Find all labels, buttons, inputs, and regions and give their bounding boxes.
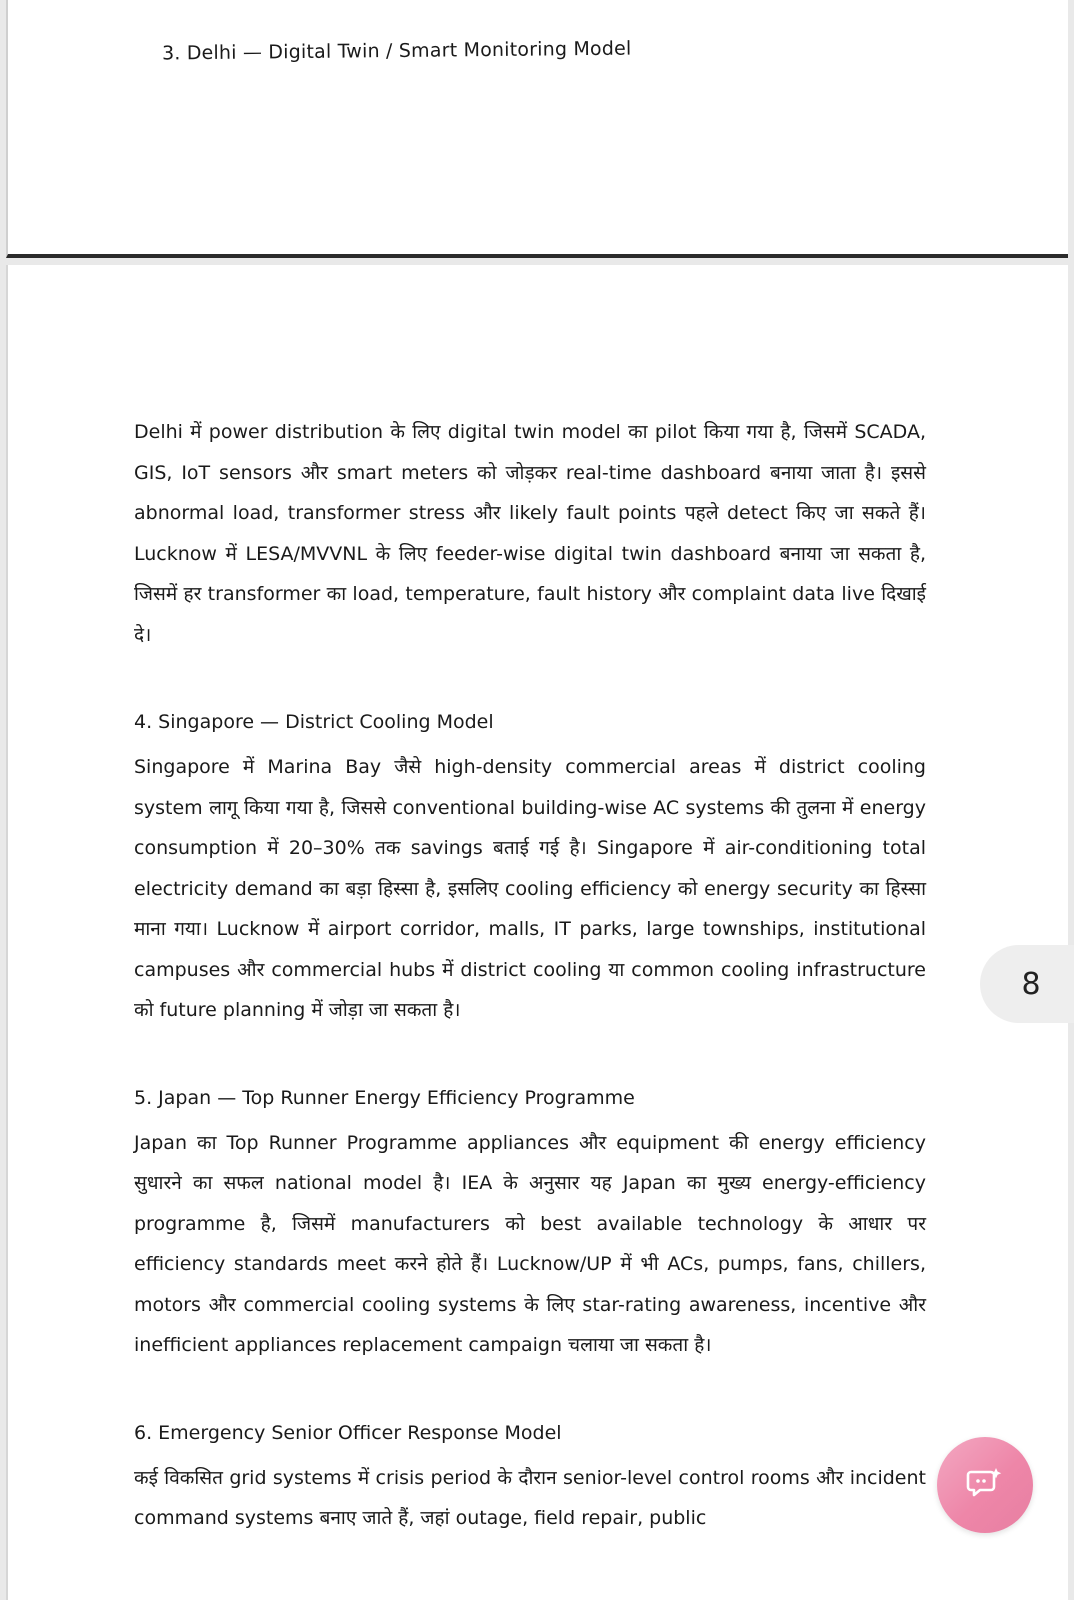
page-content [134, 412, 926, 1539]
previous-page-sheet [6, 0, 1068, 258]
section-3-body: Delhi में power distribution के लिए digital twin model का pilot किया गया है, जिसमें SCADA, GIS, IoT sensors और smart meters को जोड़कर real-time dashboard बनाया जाता है। इससे abnormal load, transformer stress और likely fault points पहले detect किए जा सकते हैं। Lucknow में LESA/MVVNL के लिए feeder-wise digital twin dashboard बनाया जा सकता है, जिसमें हर transformer का load, temperature, fault history और complaint data live दिखाई दे। [134, 421, 926, 646]
page-number-badge: 8 [980, 945, 1074, 1023]
section-4-body: Singapore में Marina Bay जैसे high-density commercial areas में district cooling system लागू किया गया है, जिससे conventional building-wise AC systems की तुलना में energy consumption में 20–30% तक savings बताई गई है। Singapore में air-conditioning total electricity demand का बड़ा हिस्सा है, इसलिए cooling efficiency को energy security का हिस्सा माना गया। Lucknow में airport corridor, malls, IT parks, large townships, institutional campuses और commercial hubs में district cooling या common cooling infrastructure को future planning में जोड़ा जा सकता है। [134, 756, 926, 1021]
document-page [6, 265, 1068, 1600]
assistant-fab-button[interactable] [937, 1437, 1033, 1533]
section-3-heading: 3. Delhi — Digital Twin / Smart Monitoring Model [161, 37, 632, 65]
section-gap [134, 1366, 926, 1420]
section-gap [134, 655, 926, 709]
section-gap [134, 1031, 926, 1085]
section-5-heading: 5. Japan — Top Runner Energy Efficiency Programme [134, 1086, 635, 1109]
section-6-body: कई विकसित grid systems में crisis period के दौरान senior-level control rooms और incident command systems बनाए जाते हैं, जहां outage, field repair, public [134, 1466, 926, 1529]
section-5-body: Japan का Top Runner Programme appliances और equipment की energy efficiency सुधारने का सफल national model है। IEA के अनुसार यह Japan का मुख्य energy-efficiency programme है, जिसमें manufacturers को best available technology के आधार पर efficiency standards meet करने होते हैं। Lucknow/UP में भी ACs, pumps, fans, chillers, motors और commercial cooling systems के लिए star-rating awareness, incentive और inefficient appliances replacement campaign चलाया जा सकता है। [134, 1131, 926, 1356]
section-6-heading: 6. Emergency Senior Officer Response Model [134, 1421, 562, 1444]
chat-sparkle-icon [965, 1463, 1005, 1507]
section-4-heading: 4. Singapore — District Cooling Model [134, 711, 494, 733]
